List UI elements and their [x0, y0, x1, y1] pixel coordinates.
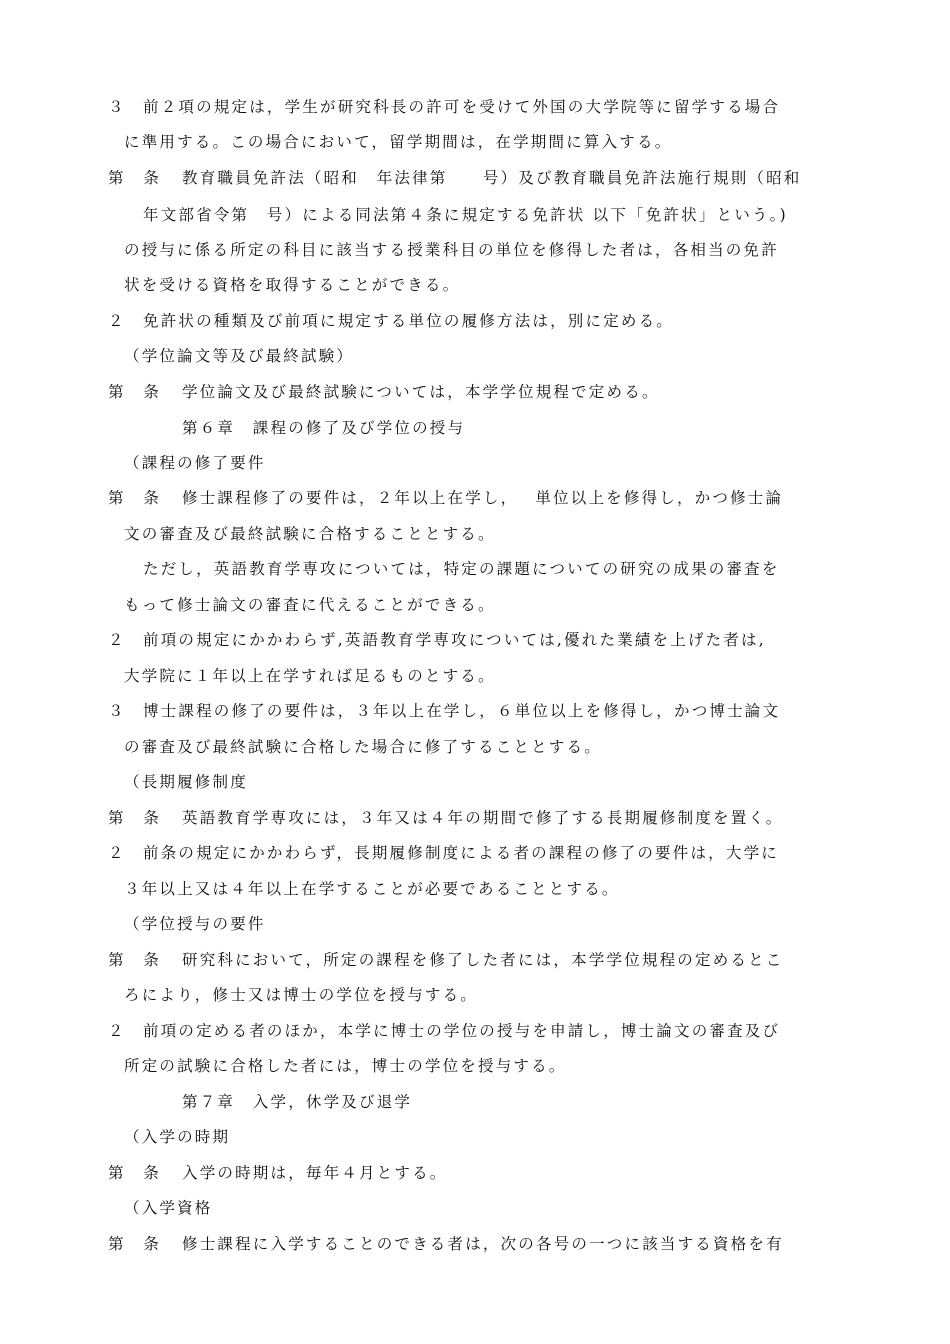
line-text: 文の審査及び最終試験に合格することとする。: [124, 525, 496, 543]
line-text: 大学院に１年以上在学すれば足るものとする。: [124, 667, 496, 685]
item-number: ２: [108, 631, 126, 649]
line-text: 前２項の規定は，学生が研究科長の許可を受けて外国の大学院等に留学する場合: [143, 98, 781, 116]
item-number: ３: [108, 98, 126, 116]
line-text: 教育職員免許法（昭和 年法律第 号）及び教育職員免許法施行規則（昭和: [182, 169, 802, 187]
article-number: 第 条: [108, 1164, 162, 1182]
caption-text: （入学資格: [124, 1199, 213, 1217]
line-text: ろにより，修士又は博士の学位を授与する。: [124, 986, 479, 1004]
line-text: 所定の試験に合格した者には，博士の学位を授与する。: [124, 1057, 567, 1075]
caption-text: （学位授与の要件: [124, 915, 266, 933]
article-number: 第 条: [108, 809, 162, 827]
chapter-title: 第７章 入学，休学及び退学: [182, 1093, 413, 1111]
chapter-title: 第６章 課程の修了及び学位の授与: [182, 419, 466, 437]
line-text: 入学の時期は，毎年４月とする。: [182, 1164, 448, 1182]
caption-text: （入学の時期: [124, 1128, 231, 1146]
line-text: 前項の定める者のほか，本学に博士の学位の授与を申請し，博士論文の審査及び: [143, 1022, 781, 1040]
article-number: 第 条: [108, 169, 162, 187]
article-number: 第 条: [108, 951, 162, 969]
line-text: 博士課程の修了の要件は，３年以上在学し，６単位以上を修得し，かつ博士論文: [143, 702, 781, 720]
article-number: 第 条: [108, 383, 162, 401]
line-text: に準用する。この場合において，留学期間は，在学期間に算入する。: [124, 133, 673, 151]
article-number: 第 条: [108, 1235, 162, 1253]
line-text: 前項の規定にかかわらず,英語教育学専攻については,優れた業績を上げた者は,: [143, 631, 766, 649]
line-text: もって修士論文の審査に代えることができる。: [124, 596, 496, 614]
caption-text: （課程の修了要件: [124, 454, 266, 472]
item-number: ２: [108, 312, 126, 330]
caption-text: （長期履修制度: [124, 773, 248, 791]
line-text: 学位論文及び最終試験については，本学学位規程で定める。: [182, 383, 660, 401]
line-text: 免許状の種類及び前項に規定する単位の履修方法は，別に定める。: [143, 312, 675, 330]
article-number: 第 条: [108, 489, 162, 507]
caption-text: （学位論文等及び最終試験）: [124, 347, 355, 365]
line-text: 修士課程修了の要件は，２年以上在学し， 単位以上を修得し，かつ修士論: [182, 489, 784, 507]
item-number: ２: [108, 844, 126, 862]
item-number: ２: [108, 1022, 126, 1040]
item-number: ３: [108, 702, 126, 720]
line-text: 修士課程に入学することのできる者は，次の各号の一つに該当する資格を有: [182, 1235, 784, 1253]
line-text: ３年以上又は４年以上在学することが必要であることとする。: [124, 880, 620, 898]
line-text: ただし，英語教育学専攻については，特定の課題についての研究の成果の審査を: [143, 560, 780, 578]
line-text: の授与に係る所定の科目に該当する授業科目の単位を修得した者は，各相当の免許: [124, 241, 779, 259]
line-text: の審査及び最終試験に合格した場合に修了することとする。: [124, 738, 602, 756]
line-text: 年文部省令第 号）による同法第４条に規定する免許状 以下「免許状」という。): [143, 206, 788, 224]
line-text: 状を受ける資格を取得することができる。: [124, 276, 461, 294]
line-text: 英語教育学専攻には，３年又は４年の期間で修了する長期履修制度を置く。: [182, 809, 784, 827]
line-text: 前条の規定にかかわらず，長期履修制度による者の課程の修了の要件は，大学に: [143, 844, 779, 862]
line-text: 研究科において，所定の課程を修了した者には，本学学位規程の定めるとこ: [182, 951, 784, 969]
